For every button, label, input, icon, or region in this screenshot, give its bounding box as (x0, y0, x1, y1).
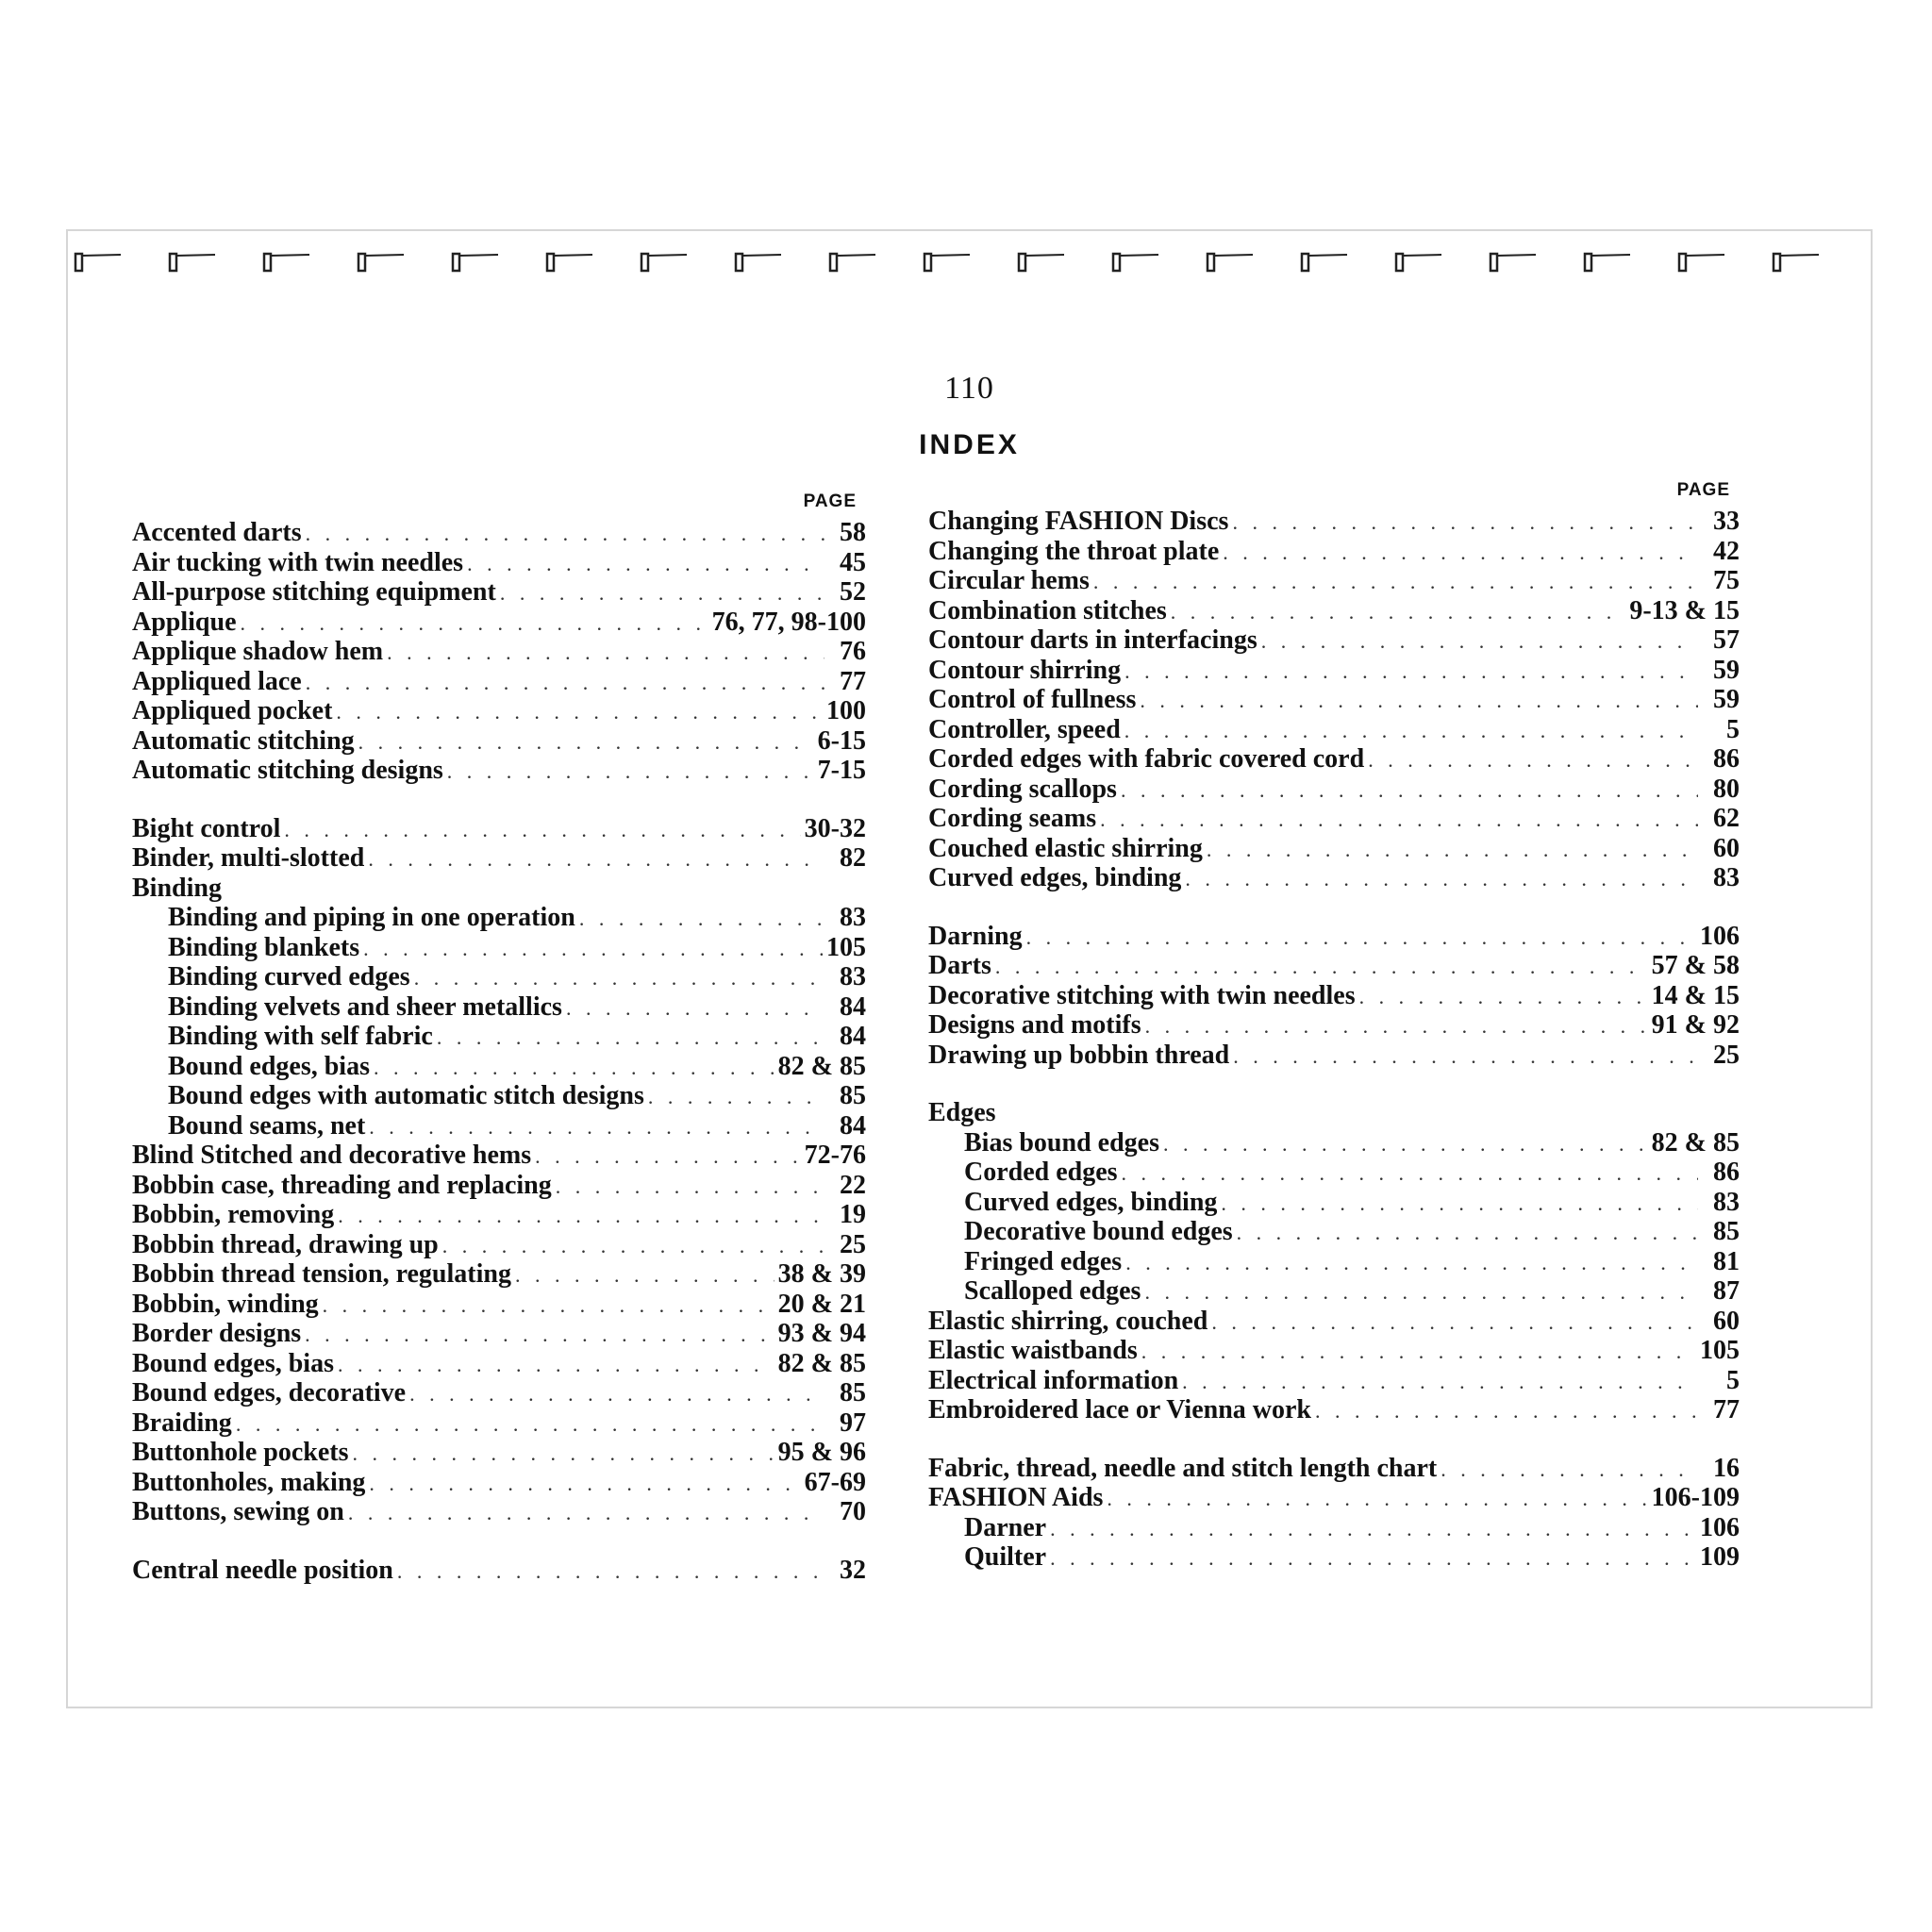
dot-leader (437, 1023, 824, 1053)
index-term: Bobbin thread, drawing up (132, 1229, 439, 1259)
spiral-hole-icon (734, 250, 787, 278)
index-term: Bobbin, removing (132, 1200, 335, 1229)
index-page-ref: 59 (1713, 655, 1740, 685)
index-term: Air tucking with twin needles (132, 547, 464, 577)
dot-leader (1163, 1129, 1648, 1159)
dot-leader (409, 1379, 824, 1409)
dot-leader (284, 815, 800, 845)
index-page-ref: 77 (840, 666, 866, 696)
index-page-ref: 42 (1713, 536, 1740, 566)
spiral-hole-icon (1111, 250, 1164, 278)
index-page-ref: 85 (840, 1378, 866, 1407)
dot-leader (1359, 982, 1648, 1012)
spiral-hole-icon (545, 250, 598, 278)
dot-leader (515, 1260, 774, 1291)
index-term: Blind Stitched and decorative hems (132, 1141, 532, 1170)
index-entry (132, 843, 866, 874)
dot-leader (323, 1291, 774, 1321)
index-entry (928, 804, 1740, 834)
index-entry (132, 608, 866, 638)
spiral-hole-icon (74, 250, 126, 278)
index-page-ref: 76 (840, 637, 866, 666)
index-page-ref: 25 (840, 1229, 866, 1259)
dot-leader (442, 1231, 824, 1261)
index-page-ref: 95 & 96 (777, 1438, 866, 1467)
index-entry (132, 1052, 866, 1082)
index-entry (928, 1454, 1740, 1484)
index-entry (928, 1276, 1740, 1307)
index-title: INDEX (919, 429, 1020, 460)
index-term: Bight control (132, 813, 281, 843)
index-entry (928, 1128, 1740, 1158)
index-page-ref: 82 (840, 843, 866, 873)
index-entry (132, 1468, 866, 1498)
index-entry (132, 637, 866, 667)
index-entry (132, 1022, 866, 1052)
dot-leader (500, 578, 824, 608)
index-entry (928, 1188, 1740, 1218)
index-term: Bound edges, decorative (132, 1378, 407, 1407)
index-entry (132, 1556, 866, 1586)
index-page-ref: 80 (1713, 774, 1740, 804)
index-page-ref: 82 & 85 (777, 1051, 866, 1081)
dot-leader (336, 697, 823, 727)
index-page-ref: 77 (1713, 1395, 1740, 1424)
index-term: Darner (964, 1512, 1047, 1542)
index-column-right (928, 480, 1740, 1573)
dot-leader (1050, 1543, 1696, 1574)
index-page-ref: 9-13 & 15 (1629, 595, 1740, 625)
dot-leader (363, 934, 823, 964)
index-term: Corded edges (964, 1158, 1118, 1187)
index-page-ref: 6-15 (817, 725, 866, 756)
index-entry (132, 577, 866, 608)
index-page-ref: 105 (826, 932, 866, 962)
index-entry (928, 1542, 1740, 1573)
index-entry (928, 1336, 1740, 1366)
dot-leader (1315, 1396, 1698, 1426)
index-entry (928, 1098, 1740, 1128)
index-term: Bias bound edges (964, 1127, 1159, 1158)
index-entry (132, 1349, 866, 1379)
index-entry (132, 1290, 866, 1320)
dot-leader (1232, 508, 1698, 538)
index-term: Buttonholes, making (132, 1467, 366, 1497)
spiral-hole-icon (1017, 250, 1070, 278)
index-term: Controller, speed (928, 714, 1121, 744)
index-entry (132, 874, 866, 904)
dot-leader (338, 1201, 824, 1231)
index-entry (928, 1395, 1740, 1425)
spiral-hole-icon (640, 250, 692, 278)
index-term: Designs and motifs (928, 1010, 1141, 1040)
index-term: Drawing up bobbin thread (928, 1040, 1230, 1070)
index-page-ref: 76, 77, 98-100 (711, 607, 866, 637)
index-page-ref: 57 & 58 (1651, 951, 1740, 980)
spiral-hole-icon (262, 250, 315, 278)
index-page-ref: 5 (1726, 714, 1740, 744)
index-term: Applique (132, 607, 237, 637)
index-term: Contour darts in interfacings (928, 625, 1257, 655)
index-term: Binder, multi-slotted (132, 843, 365, 873)
index-entry (928, 715, 1740, 745)
index-term: Embroidered lace or Vienna work (928, 1395, 1311, 1424)
dot-leader (1140, 686, 1698, 716)
index-term: Decorative stitching with twin needles (928, 980, 1356, 1010)
index-term: Buttons, sewing on (132, 1497, 344, 1526)
dot-leader (1368, 745, 1698, 775)
index-page-ref: 70 (840, 1497, 866, 1526)
index-entry (928, 596, 1740, 626)
index-entry (928, 744, 1740, 774)
index-entry (132, 1378, 866, 1408)
index-entry (132, 548, 866, 578)
dot-leader (1125, 1248, 1698, 1278)
dot-leader (1144, 1277, 1698, 1307)
dot-leader (397, 1557, 824, 1587)
dot-leader (306, 519, 824, 549)
index-page-ref: 14 & 15 (1651, 980, 1740, 1010)
index-term: Appliqued pocket (132, 696, 333, 725)
index-page-ref: 45 (840, 547, 866, 577)
index-term: Buttonhole pockets (132, 1438, 349, 1467)
dot-leader (1100, 805, 1698, 835)
index-page-ref: 60 (1713, 833, 1740, 863)
index-page-ref: 5 (1726, 1365, 1740, 1395)
index-page-ref: 30-32 (804, 813, 866, 843)
index-entry (132, 933, 866, 963)
index-page-ref: 82 & 85 (1651, 1127, 1740, 1158)
dot-leader (1233, 1041, 1698, 1072)
index-term: Quilter (964, 1542, 1047, 1572)
index-term: Bobbin case, threading and replacing (132, 1170, 552, 1200)
spiral-hole-icon (451, 250, 504, 278)
index-term: Electrical information (928, 1365, 1179, 1395)
index-entry (132, 1319, 866, 1349)
spiral-hole-icon (1772, 250, 1824, 278)
index-term: Automatic stitching designs (132, 756, 443, 785)
index-page-ref: 62 (1713, 804, 1740, 833)
index-term: Binding and piping in one operation (168, 903, 575, 932)
index-entry (132, 962, 866, 992)
dot-leader (1124, 657, 1698, 687)
spiral-hole-icon (1583, 250, 1636, 278)
dot-leader (1107, 1484, 1647, 1514)
dot-leader (352, 1439, 774, 1469)
index-page-ref: 59 (1713, 685, 1740, 714)
index-page-ref: 83 (840, 903, 866, 932)
index-term: Cording scallops (928, 774, 1117, 804)
dot-leader (566, 993, 824, 1024)
dot-leader (556, 1172, 824, 1202)
index-term: Border designs (132, 1319, 302, 1348)
index-page-ref: 106 (1700, 921, 1740, 951)
index-entry (132, 992, 866, 1023)
index-page-ref: 32 (840, 1555, 866, 1585)
dot-leader (1261, 626, 1698, 657)
index-term: Control of fullness (928, 685, 1137, 714)
index-page-ref: 19 (840, 1200, 866, 1229)
dot-leader (535, 1141, 801, 1172)
index-entry (132, 726, 866, 757)
index-page-ref: 72-76 (804, 1141, 866, 1170)
index-term: Accented darts (132, 518, 302, 547)
index-term: Cording seams (928, 804, 1097, 833)
index-page-ref: 84 (840, 991, 866, 1022)
index-entry (928, 834, 1740, 864)
spiral-hole-icon (1677, 250, 1730, 278)
dot-leader (374, 1053, 774, 1083)
dot-leader (236, 1409, 824, 1440)
index-page-ref: 52 (840, 577, 866, 607)
dot-leader (369, 1469, 800, 1499)
group-spacer (928, 1425, 1740, 1454)
index-entry (928, 1247, 1740, 1277)
dot-leader (358, 727, 814, 758)
index-term: Bound edges with automatic stitch designs (168, 1081, 644, 1110)
index-page-ref: 100 (826, 696, 866, 725)
index-term: Braiding (132, 1407, 232, 1438)
index-term: Binding with self fabric (168, 1022, 433, 1051)
index-entry (132, 1230, 866, 1260)
dot-leader (1237, 1218, 1698, 1248)
index-term: Automatic stitching (132, 725, 355, 756)
index-entry (928, 1483, 1740, 1513)
index-term: Scalloped edges (964, 1276, 1141, 1306)
dot-leader (368, 844, 824, 874)
index-entry (928, 981, 1740, 1011)
index-entry (928, 951, 1740, 981)
dot-leader (1211, 1307, 1698, 1338)
index-page-ref: 91 & 92 (1651, 1010, 1740, 1040)
index-term: Appliqued lace (132, 666, 302, 696)
index-term: Binding blankets (168, 932, 360, 962)
group-spacer (132, 1527, 866, 1556)
index-page-ref: 67-69 (804, 1467, 866, 1497)
index-page-ref: 20 & 21 (777, 1289, 866, 1319)
index-page-ref: 22 (840, 1170, 866, 1200)
spiral-hole-icon (357, 250, 409, 278)
dot-leader (1122, 1158, 1698, 1189)
index-page-ref: 57 (1713, 625, 1740, 655)
index-page-ref: 106 (1700, 1512, 1740, 1542)
index-entry (132, 1497, 866, 1527)
index-entry (928, 774, 1740, 805)
group-spacer (132, 786, 866, 814)
index-entry (132, 667, 866, 697)
index-term: Couched elastic shirring (928, 833, 1203, 863)
index-entry (132, 1171, 866, 1201)
index-term: Fringed edges (964, 1246, 1123, 1276)
index-term: Bobbin thread tension, regulating (132, 1259, 511, 1289)
index-term: Applique shadow hem (132, 637, 384, 666)
index-page-ref: 86 (1713, 1158, 1740, 1187)
dot-leader (1171, 597, 1626, 627)
index-term: Curved edges, binding (928, 863, 1182, 892)
group-spacer (928, 893, 1740, 922)
index-entry (928, 507, 1740, 537)
dot-leader (467, 549, 824, 579)
index-term: Edges (928, 1098, 996, 1127)
right-entries (928, 507, 1740, 1573)
index-entry (928, 1010, 1740, 1041)
index-page-ref: 81 (1713, 1246, 1740, 1276)
dot-leader (1141, 1337, 1696, 1367)
index-term: Darts (928, 951, 991, 980)
page-column-header: PAGE (803, 491, 857, 511)
index-entry (928, 1366, 1740, 1396)
dot-leader (1207, 835, 1698, 865)
index-page-ref: 82 & 85 (777, 1348, 866, 1378)
index-page-ref: 25 (1713, 1040, 1740, 1070)
index-page-ref: 97 (840, 1407, 866, 1438)
spiral-hole-icon (1300, 250, 1353, 278)
dot-leader (1145, 1011, 1648, 1041)
dot-leader (241, 608, 708, 639)
index-entry (928, 566, 1740, 596)
index-page-ref: 106-109 (1651, 1483, 1740, 1512)
index-term: Bound edges, bias (168, 1051, 370, 1081)
index-entry (132, 1081, 866, 1111)
index-page-ref: 86 (1713, 744, 1740, 774)
index-entry (928, 1513, 1740, 1543)
index-term: Contour shirring (928, 655, 1122, 685)
index-page-ref: 60 (1713, 1306, 1740, 1336)
index-entry (132, 696, 866, 726)
spiral-hole-icon (828, 250, 881, 278)
index-term: Central needle position (132, 1555, 393, 1585)
index-entry (928, 1307, 1740, 1337)
index-term: Curved edges, binding (964, 1187, 1218, 1217)
dot-leader (1182, 1367, 1698, 1397)
index-page-ref: 105 (1700, 1336, 1740, 1365)
index-term: FASHION Aids (928, 1483, 1104, 1512)
index-term: Fabric, thread, needle and stitch length chart (928, 1453, 1438, 1483)
dot-leader (305, 1320, 774, 1350)
dot-leader (369, 1112, 824, 1142)
index-entry (928, 1041, 1740, 1071)
spiral-hole-icon (1206, 250, 1258, 278)
index-entry (132, 1438, 866, 1468)
index-entry (928, 863, 1740, 893)
index-entry (132, 1141, 866, 1171)
index-entry (928, 685, 1740, 715)
index-term: Bound seams, net (168, 1110, 366, 1141)
dot-leader (1221, 1189, 1698, 1219)
index-term: Darning (928, 921, 1023, 951)
group-spacer (928, 1070, 1740, 1098)
dot-leader (447, 757, 814, 787)
index-entry (132, 1111, 866, 1141)
index-term: Binding (132, 873, 222, 903)
index-page-ref: 75 (1713, 566, 1740, 595)
index-page-ref: 93 & 94 (777, 1319, 866, 1348)
dot-leader (995, 952, 1648, 982)
index-page-ref: 33 (1713, 507, 1740, 536)
index-term: Binding curved edges (168, 962, 410, 991)
left-entries (132, 518, 866, 1585)
dot-leader (338, 1350, 774, 1380)
dot-leader (414, 963, 824, 993)
spiral-hole-icon (923, 250, 975, 278)
index-page-ref: 7-15 (817, 756, 866, 785)
index-entry (928, 922, 1740, 952)
dot-leader (1124, 716, 1698, 746)
index-entry (132, 1200, 866, 1230)
dot-leader (648, 1082, 824, 1112)
spiral-hole-icon (168, 250, 221, 278)
spiral-hole-icon (1489, 250, 1541, 278)
index-page-ref: 83 (1713, 1187, 1740, 1217)
index-page-ref: 58 (840, 518, 866, 547)
index-entry (928, 1158, 1740, 1188)
page-number: 110 (944, 371, 994, 406)
dot-leader (1121, 775, 1698, 806)
index-term: Elastic waistbands (928, 1336, 1138, 1365)
index-term: Combination stitches (928, 595, 1167, 625)
index-entry (132, 1259, 866, 1290)
index-term: Changing the throat plate (928, 536, 1220, 566)
index-term: Binding velvets and sheer metallics (168, 991, 562, 1022)
index-entry (928, 1217, 1740, 1247)
dot-leader (1026, 923, 1696, 953)
spiral-hole-icon (1394, 250, 1447, 278)
index-term: Corded edges with fabric covered cord (928, 744, 1365, 774)
index-term: Changing FASHION Discs (928, 507, 1229, 536)
index-page-ref: 85 (840, 1081, 866, 1110)
index-term: Decorative bound edges (964, 1217, 1233, 1246)
index-page (66, 229, 1873, 1708)
index-term: Circular hems (928, 566, 1090, 595)
index-entry (132, 756, 866, 786)
dot-leader (579, 904, 824, 934)
index-page-ref: 38 & 39 (777, 1259, 866, 1289)
dot-leader (306, 668, 824, 698)
index-term: Bobbin, winding (132, 1289, 319, 1319)
index-page-ref: 16 (1713, 1453, 1740, 1483)
dot-leader (348, 1498, 824, 1528)
index-page-ref: 83 (1713, 863, 1740, 892)
index-term: Bound edges, bias (132, 1348, 334, 1378)
index-page-ref: 84 (840, 1110, 866, 1141)
index-entry (132, 903, 866, 933)
index-entry (132, 814, 866, 844)
index-entry (928, 537, 1740, 567)
index-column-left (132, 491, 866, 1585)
spiral-binding (74, 250, 1866, 278)
index-page-ref: 109 (1700, 1542, 1740, 1572)
index-entry (928, 656, 1740, 686)
index-entry (132, 1408, 866, 1439)
index-page-ref: 87 (1713, 1276, 1740, 1306)
index-term: Elastic shirring, couched (928, 1306, 1208, 1336)
dot-leader (1223, 538, 1698, 568)
dot-leader (1093, 567, 1698, 597)
index-page-ref: 85 (1713, 1217, 1740, 1246)
index-page-ref: 84 (840, 1022, 866, 1051)
index-entry (132, 518, 866, 548)
index-entry (928, 625, 1740, 656)
index-page-ref: 83 (840, 962, 866, 991)
dot-leader (1441, 1455, 1698, 1485)
dot-leader (1185, 864, 1698, 894)
dot-leader (387, 638, 824, 668)
page-column-header: PAGE (1676, 480, 1730, 500)
index-term: All-purpose stitching equipment (132, 577, 496, 607)
dot-leader (1050, 1514, 1696, 1544)
